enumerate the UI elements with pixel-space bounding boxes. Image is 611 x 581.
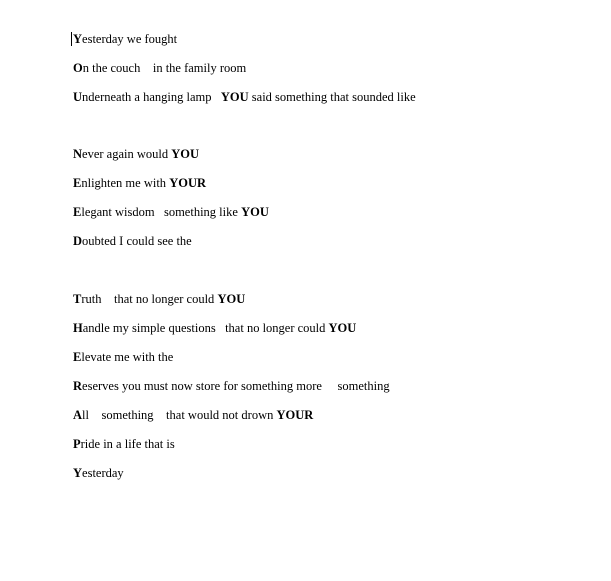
poem-line [73,146,199,162]
line-text: n the couch in the family room [82,61,247,75]
poem-line [73,349,173,365]
emphasis-word: YOUR [276,408,314,422]
emphasis-word: YOU [171,147,200,161]
acrostic-letter: A [73,408,83,422]
acrostic-letter: E [73,350,82,364]
line-text: levate me with the [81,350,174,364]
poem-line [73,233,192,249]
acrostic-letter: P [73,437,81,451]
line-text: ever again would [82,147,172,161]
acrostic-letter: E [73,176,82,190]
line-text: andle my simple questions that no longer could [82,321,329,335]
line-text: ruth that no longer could [81,292,218,306]
poem-line [73,291,245,307]
line-text: esterday we fought [82,32,178,46]
emphasis-word: YOU [241,205,269,219]
line-text: ride in a life that is [80,437,175,451]
poem-line [73,204,269,220]
line-text: legant wisdom something like [81,205,242,219]
poem-line [73,378,390,394]
acrostic-letter: T [73,292,82,306]
poem-line [73,31,177,47]
acrostic-letter: D [73,234,83,248]
line-text: ll something that would not drown [82,408,277,422]
text-cursor [71,32,72,46]
line-text: said something that sounded like [248,90,416,104]
poem-line [73,60,246,76]
line-text: nderneath a hanging lamp [82,90,221,104]
acrostic-letter: Y [73,32,83,46]
emphasis-word: YOU [217,292,246,306]
poem-line [73,175,206,191]
emphasis-word: YOU [328,321,357,335]
poem-line [73,320,356,336]
poem-line [73,465,124,481]
emphasis-word: YOU [220,90,249,104]
acrostic-letter: U [73,90,83,104]
poem-line [73,89,416,105]
acrostic-letter: H [73,321,83,335]
poem-line [73,407,313,423]
acrostic-letter: N [73,147,83,161]
poem-line [73,436,175,452]
line-text: oubted I could see the [82,234,192,248]
line-text: nlighten me with [81,176,170,190]
emphasis-word: YOUR [169,176,206,190]
acrostic-letter: O [73,61,83,75]
acrostic-letter: Y [73,466,83,480]
line-text: eserves you must now store for something more something [82,379,390,393]
acrostic-letter: E [73,205,82,219]
acrostic-letter: R [73,379,83,393]
line-text: esterday [82,466,124,480]
